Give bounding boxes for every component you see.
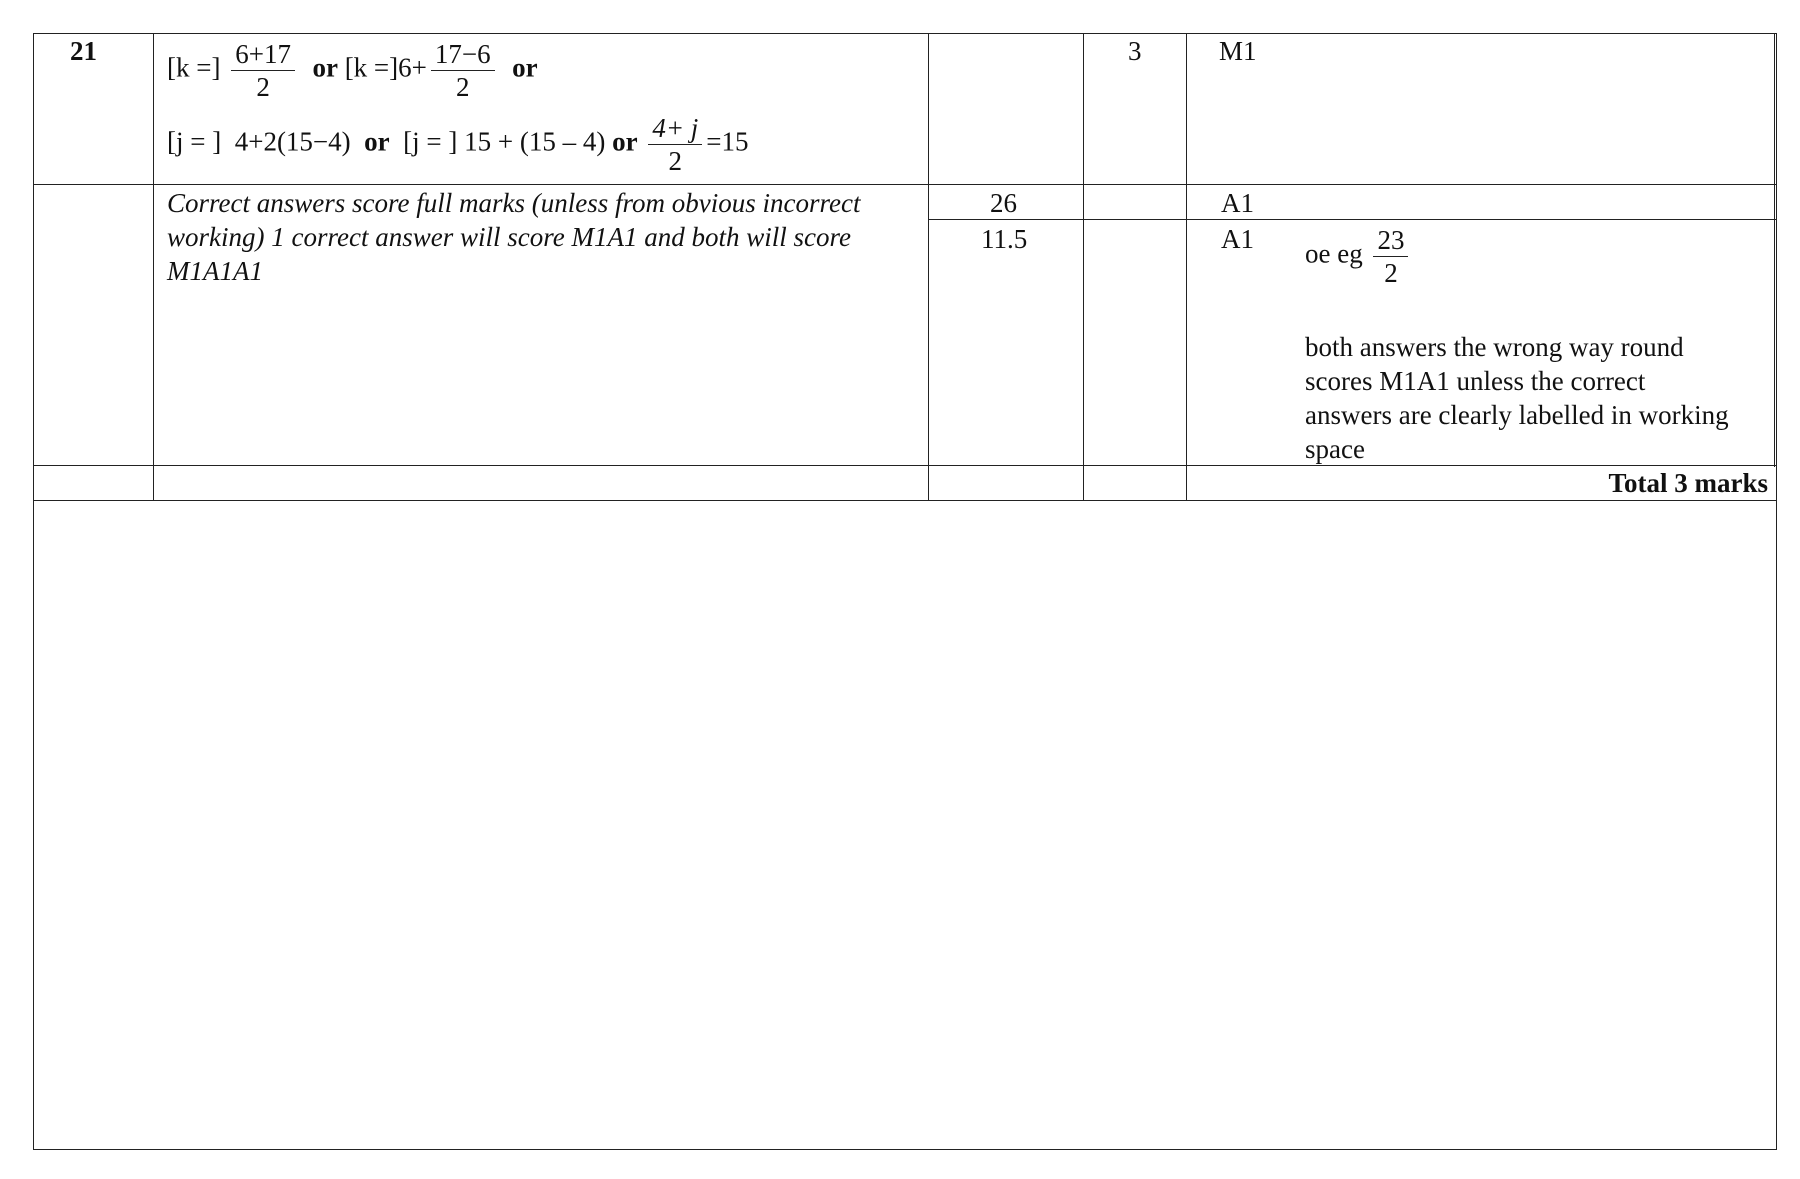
j-fraction-numerator: 4+ j xyxy=(648,112,702,145)
or-keyword: or xyxy=(364,126,390,157)
col-divider-2 xyxy=(928,33,929,500)
j-fraction-denominator: 2 xyxy=(668,146,683,176)
oe-fraction-numerator: 23 xyxy=(1373,224,1408,257)
k-fraction-2-denominator: 2 xyxy=(456,72,470,102)
mark-a1-second: A1 xyxy=(1221,224,1254,254)
k-label-2: [k =] xyxy=(344,52,399,83)
working-line-2 xyxy=(167,112,749,177)
table-top-border xyxy=(33,33,1777,34)
j-label-2: [j = ] xyxy=(403,126,458,157)
or-keyword: or xyxy=(312,52,338,83)
k-prefix-2: 6+ xyxy=(398,52,427,83)
mark-a1-first: A1 xyxy=(1221,188,1254,218)
col-divider-3 xyxy=(1083,33,1084,500)
j-fraction xyxy=(648,112,702,177)
oe-note xyxy=(1305,224,1412,289)
j-equals: =15 xyxy=(706,126,749,157)
answer-divider xyxy=(928,219,1777,220)
oe-fraction xyxy=(1373,224,1408,289)
row-divider-1 xyxy=(33,184,1777,185)
oe-label: oe eg xyxy=(1305,238,1363,269)
working-line-1 xyxy=(167,38,538,103)
guidance-text: Correct answers score full marks (unless from obvious incorrect working) 1 correct answer will score M1A1 and both will score M1A1A1 xyxy=(167,188,861,286)
wrong-way-round-note: both answers the wrong way round scores M1A1 unless the correct answers are clearly labelled in working space xyxy=(1305,332,1729,464)
or-keyword: or xyxy=(612,126,638,157)
mark-count: 3 xyxy=(1128,36,1142,66)
col-divider-right xyxy=(1774,33,1775,467)
col-divider-4 xyxy=(1186,33,1187,500)
col-divider-1 xyxy=(153,33,154,500)
j-expression-1: 4+2(15−4) xyxy=(234,126,351,157)
j-label-1: [j = ] xyxy=(167,126,222,157)
j-expression-2: 15 + (15 – 4) xyxy=(464,126,606,157)
or-keyword: or xyxy=(512,52,538,83)
k-fraction-1 xyxy=(231,38,295,103)
k-label-1: [k =] xyxy=(167,52,221,83)
table-bottom-border xyxy=(33,500,1777,501)
k-fraction-1-numerator: 6+17 xyxy=(231,38,295,71)
k-fraction-2-numerator: 17−6 xyxy=(431,38,495,71)
answer-1: 26 xyxy=(990,188,1017,218)
k-fraction-2 xyxy=(431,38,495,103)
question-number: 21 xyxy=(70,36,97,66)
mark-m1: M1 xyxy=(1219,36,1257,66)
oe-fraction-denominator: 2 xyxy=(1384,258,1398,288)
k-fraction-1-denominator: 2 xyxy=(256,72,270,102)
total-marks: Total 3 marks xyxy=(1608,468,1768,498)
answer-2: 11.5 xyxy=(981,224,1028,254)
